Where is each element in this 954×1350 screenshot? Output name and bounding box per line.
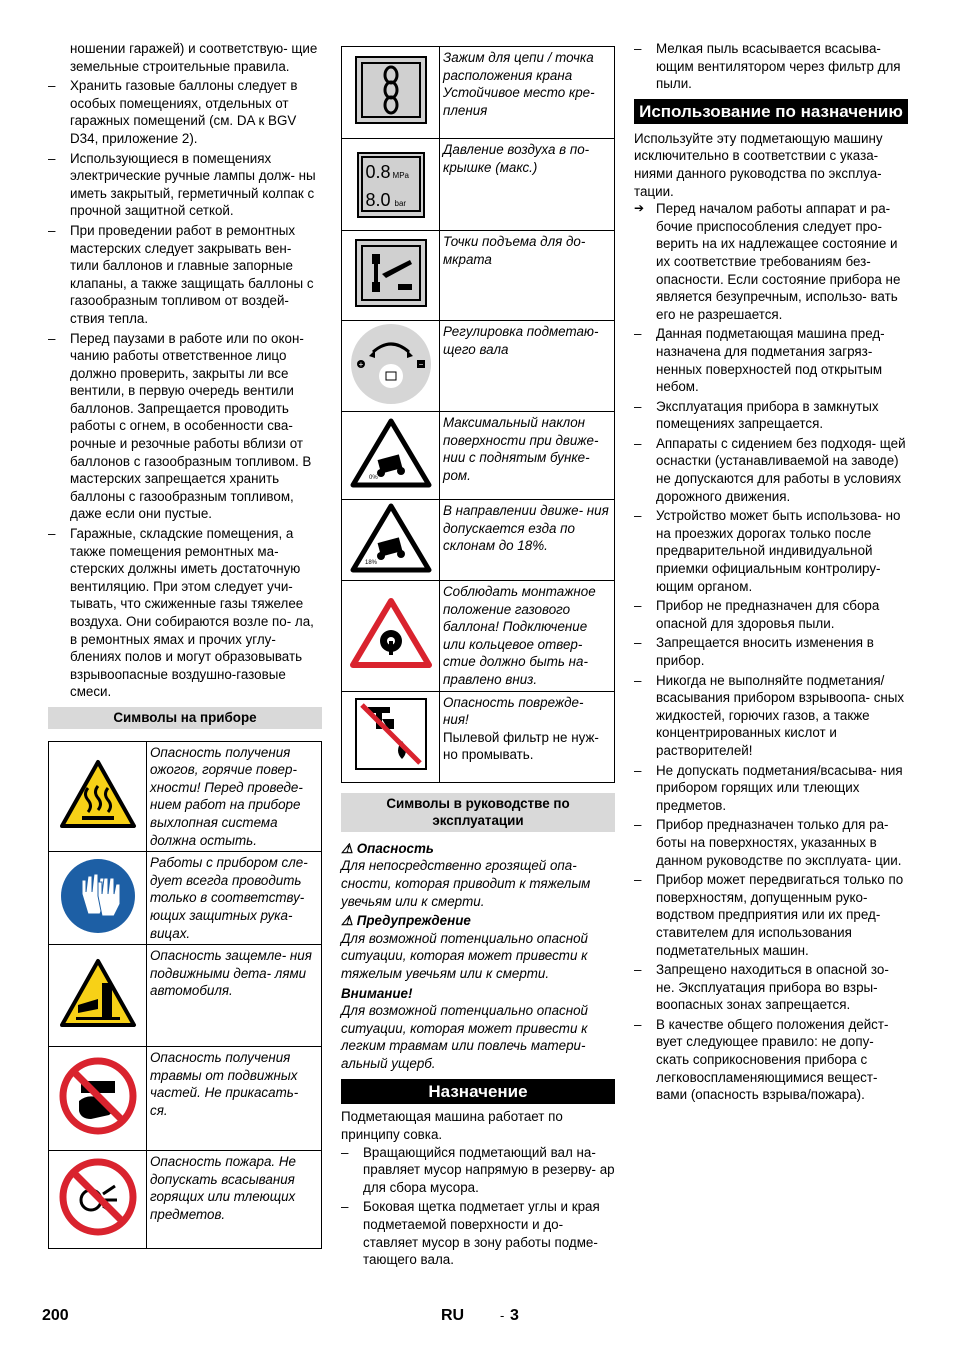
language-code: RU (441, 1307, 465, 1324)
danger-title: Опасность (356, 840, 434, 856)
danger-text: Для непосредственно грозящей опа- сности, которая приводит к тяжелым увечьям или к смерти. (341, 858, 591, 909)
symbol-description-extra: Пылевой фильтр не нуж- но промывать. (443, 729, 599, 763)
list-item: – Эксплуатация прибора в замкнутых помещениях запрещается. (634, 398, 908, 433)
section-page-number: 3 (510, 1307, 519, 1324)
table-row (342, 139, 615, 231)
caution-block (341, 985, 615, 1073)
page-number: 200 (42, 1307, 69, 1324)
footer-separator: - (500, 1308, 505, 1323)
rules-list (48, 77, 322, 701)
hot-surface-icon (49, 741, 147, 852)
gloves-icon (49, 852, 147, 945)
pressure-value-bar: 8.0 (365, 189, 391, 210)
no-wash-filter-icon (342, 691, 440, 782)
list-item: – Перед паузами в работе или по окон- чанию работы ответственное лицо должно проверить, закрыты ли все вентили, в первую очередь вентили баллонов. Запрещается проводить работы с огнем, в особенности сва- рочные и резочные работы вблизи от баллонов с газообразным топливом. В мастерских запрещается хранить баллоны с газообразным топливом, даже если они пустые. (48, 330, 322, 524)
tilt-warning-icon (342, 412, 440, 500)
column-right (634, 40, 908, 1106)
minus-sign: − (418, 359, 423, 369)
table-row (342, 321, 615, 412)
intended-use-lead: Используйте эту подметающую машину исключительно в соответствии с указа- ниями данного руководства по эксплуа- тации. (634, 130, 883, 199)
warning-block (341, 912, 615, 982)
slope-warning-icon (342, 500, 440, 581)
list-item: – Мелкая пыль всасывается всасыва- ющим вентилятором через фильтр для пыли. (634, 40, 908, 93)
list-item: – Хранить газовые баллоны следует в особых помещениях, отдельных от гаражных помещений (см. DA к BGV D34, приложение 2). (48, 77, 322, 147)
warning-text: Для возможной потенциально опасной ситуации, которая может привести к тяжелым увечьям или к смерти. (341, 930, 588, 981)
table-row (49, 1151, 322, 1249)
column-left (48, 40, 322, 1249)
pressure-unit-bar: bar (394, 198, 407, 208)
warning-triangle-icon: ⚠ (341, 840, 354, 856)
device-symbols-table-2 (341, 46, 615, 783)
list-item: – Запрещено находиться в опасной зо- не. Эксплуатация прибора во взры- воопасных зонах запрещается. (634, 961, 908, 1014)
symbol-description: Опасность поврежде- ния! (443, 694, 584, 728)
plus-sign: + (358, 359, 363, 369)
table-row (49, 1047, 322, 1151)
no-touch-moving-parts-icon (49, 1047, 147, 1151)
list-item: – Не допускать подметания/всасыва- ния прибором горящих или тлеющих предметов. (634, 762, 908, 815)
pressure-gauge-frame (357, 152, 425, 218)
table-row (342, 47, 615, 139)
symbol-description: Опасность пожара. Не допускать всасывания горящих или тлеющих предметов. (147, 1151, 322, 1249)
list-item: – Использующиеся в помещениях электрические ручные лампы долж- ны иметь закрытый, герметичный колпак с прочной защитной сеткой. (48, 150, 322, 220)
symbol-description: В направлении движе- ния допускается езда по склонам до 18%. (440, 500, 615, 581)
table-row (342, 500, 615, 581)
crush-hand-icon (49, 945, 147, 1047)
symbol-description: Максимальный наклон поверхности при движе- нии с поднятым бунке- ром. (440, 412, 615, 500)
tilt-label: 0% (368, 475, 378, 482)
slope-label: 18% (364, 559, 377, 566)
paragraph-continued: ношении гаражей) и соответствую- щие земельные строительные правила. (70, 41, 318, 74)
table-row (342, 231, 615, 321)
section-heading-intended-use: Использование по назначению (634, 99, 908, 124)
section-heading-device-symbols: Символы на приборе (48, 707, 322, 729)
symbol-description: Опасность получения травмы от подвижных частей. Не прикасать- ся. (147, 1047, 322, 1151)
symbol-description: Опасность защемле- ния подвижными дета- лями автомобиля. (147, 945, 322, 1047)
table-row (342, 581, 615, 692)
symbol-description: Работы с прибором сле- дует всегда проводить только в соответству- ющих защитных рука- вицах. (147, 852, 322, 945)
section-heading-purpose: Назначение (341, 1079, 615, 1104)
list-item: – Гаражные, складские помещения, а также помещения ремонтных ма- стерских должны иметь достаточную вентиляцию. При этом следует учи- тывать, что сжиженные газы тяжелее воздуха. Они собираются возле по- ла, в ремонтных ямах и прочих углу- блениях полов и могут образовывать взрывоопасные воздушно-газовые смеси. (48, 525, 322, 701)
list-item: – Прибор не предназначен для сбора опасной для здоровья пыли. (634, 597, 908, 632)
list-item: – Вращающийся подметающий вал на- правляет мусор напрямую в резерву- ар для сбора мусора. (341, 1144, 615, 1197)
chain-clamp-icon (342, 47, 440, 139)
symbol-description: Соблюдать монтажное положение газового баллона! Подключение или кольцевое отвер- стие должно быть на- правлено вниз. (440, 581, 615, 692)
symbol-description: Зажим для цепи / точка расположения крана Устойчивое место кре- пления (440, 47, 615, 139)
symbol-description: Регулировка подметаю- щего вала (440, 321, 615, 412)
list-item: – Боковая щетка подметает углы и края подметаемой поверхности и до- ставляет мусор в зону работы подме- тающего вала. (341, 1198, 615, 1268)
list-item: – Аппараты с сидением без подходя- щей оснастки (устанавливаемой на заводе) не допускаются для работы в условиях дорожного движения. (634, 435, 908, 505)
list-item: – Данная подметающая машина пред- назначена для подметания загряз- ненных поверхностей под открытым небом. (634, 325, 908, 395)
table-row (49, 945, 322, 1047)
list-item: – При проведении работ в ремонтных мастерских следует закрывать вен- тили баллонов и главные запорные клапаны, а также защищать баллоны с газообразным топливом от воздей- ствия тепла. (48, 222, 322, 328)
column-middle (341, 46, 615, 1271)
purpose-lead: Подметающая машина работает по принципу совка. (341, 1109, 563, 1143)
caution-title: Внимание! (341, 985, 413, 1001)
warning-title: Предупреждение (356, 913, 471, 929)
symbol-description: Давление воздуха в по- крышке (макс.) (440, 139, 615, 231)
table-row (49, 852, 322, 945)
table-row (342, 412, 615, 500)
jack-point-icon (342, 231, 440, 321)
danger-block (341, 840, 615, 910)
table-row (342, 691, 615, 782)
caution-text: Для возможной потенциально опасной ситуации, которая может привести к легким травмам или повлечь матери- альный ущерб. (341, 1003, 588, 1071)
device-symbols-table (48, 741, 322, 1250)
pressure-gauge-icon (342, 139, 440, 231)
roller-adjust-icon (342, 321, 440, 412)
symbol-description: Опасность получения ожогов, горячие повер- хности! Перед проведе- нием работ на приборе выхлопная система должна остыть. (147, 741, 322, 852)
intended-use-list (634, 200, 908, 1104)
list-item: – Устройство может быть использова- но на проезжих дорогах только после предварительной индивидуальной приемки официальным контролиру- ющим органом. (634, 507, 908, 595)
list-item: – Прибор предназначен только для ра- боты на поверхностях, указанных в данном руководстве по эксплуата- ции. (634, 816, 908, 869)
warning-title-row (341, 912, 615, 930)
purpose-list (341, 1144, 615, 1269)
symbol-description-cell (440, 691, 615, 782)
section-heading-manual-symbols: Символы в руководстве по эксплуатации (341, 793, 615, 832)
list-item: ➔ Перед началом работы аппарат и ра- бочие приспособления следует про- верить на их надлежащее состояние и их соответствие требованиям без- опасности. Если состояние прибора не является безупречным, использо- вать его не разрешается. (634, 200, 908, 323)
list-item: – Запрещается вносить изменения в прибор. (634, 634, 908, 669)
list-item: – В качестве общего положения дейст- вует следующее правило: не допу- скать соприкосновения прибора с легковоспламеняющимися вещест- вами (опасность взрыва/пожара). (634, 1016, 908, 1104)
danger-title-row (341, 840, 615, 858)
list-item: – Прибор может передвигаться только по поверхностям, допущенным руко- водством предприятия или их пред- ставителем для использования подметательных машин. (634, 871, 908, 959)
list-item: – Никогда не выполняйте подметания/ всасывания прибором взрывоопа- сных жидкостей, горючих газов, а также концентрированных кислот и растворителей! (634, 672, 908, 760)
table-row (49, 741, 322, 852)
symbol-description: Точки подъема для до- мкрата (440, 231, 615, 321)
warning-triangle-icon: ⚠ (341, 913, 354, 929)
no-burning-objects-icon (49, 1151, 147, 1249)
pressure-unit-mpa: MPa (392, 170, 409, 180)
continued-list (634, 40, 908, 93)
gas-bottle-warning-icon (342, 581, 440, 692)
pressure-value-mpa: 0.8 (365, 161, 391, 182)
